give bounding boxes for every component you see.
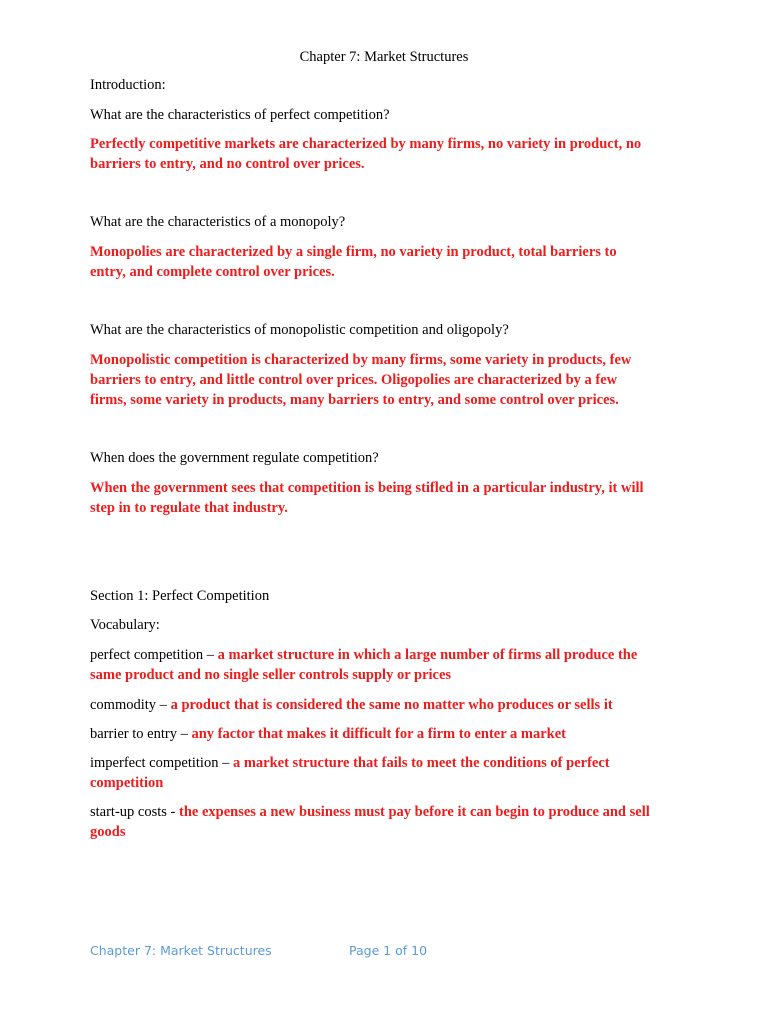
page-title: Chapter 7: Market Structures: [299, 49, 469, 65]
vocab-definition-continued: goods: [90, 824, 126, 840]
vocab-entry-start-up-costs: [90, 802, 690, 842]
answer-1-line-1: Perfectly competitive markets are characterized by many firms, no variety in product, no: [90, 136, 642, 152]
vocab-term: start-up costs -: [90, 804, 179, 820]
footer-chapter: Chapter 7: Market Structures: [90, 943, 272, 958]
answer-1-line-2: barriers to entry, and no control over prices.: [90, 156, 365, 172]
answer-3: [90, 350, 690, 410]
answer-3-line-1: Monopolistic competition is characterized by many firms, some variety in products, few: [90, 352, 632, 368]
vocab-term: barrier to entry –: [90, 726, 192, 742]
vocab-definition-continued: same product and no single seller controls supply or prices: [90, 667, 452, 683]
vocab-entry-barrier-to-entry: [90, 724, 690, 744]
vocab-definition: a market structure that fails to meet the conditions of perfect: [232, 755, 610, 771]
vocab-definition: a market structure in which a large number of firms all produce the: [217, 647, 638, 663]
vocab-term: commodity –: [90, 697, 171, 713]
answer-4-line-1: When the government sees that competition is being stifled in a particular industry, it will: [90, 480, 644, 496]
answer-2-line-1: Monopolies are characterized by a single firm, no variety in product, total barriers to: [90, 244, 617, 260]
vocab-term: imperfect competition –: [90, 755, 233, 771]
vocab-term: perfect competition –: [90, 647, 218, 663]
intro-heading: Introduction:: [90, 77, 166, 93]
vocab-definition: any factor that makes it difficult for a firm to enter a market: [191, 726, 566, 742]
question-2: What are the characteristics of a monopoly?: [90, 214, 346, 230]
question-4: When does the government regulate competition?: [90, 450, 379, 466]
answer-3-line-3: firms, some variety in products, many barriers to entry, and some control over prices.: [90, 392, 619, 408]
footer-page-number: Page 1 of 10: [349, 943, 428, 958]
answer-4: [90, 478, 690, 518]
answer-4-line-2: step in to regulate that industry.: [90, 500, 288, 516]
vocab-definition: the expenses a new business must pay before it can begin to produce and sell: [179, 804, 650, 820]
vocab-entry-perfect-competition: [90, 645, 690, 685]
answer-2: [90, 242, 690, 282]
answer-1: [90, 134, 690, 174]
answer-3-line-2: barriers to entry, and little control over prices. Oligopolies are characterized by a few: [90, 372, 618, 388]
vocab-definition: a product that is considered the same no matter who produces or sells it: [170, 697, 613, 713]
vocab-definition-continued: competition: [90, 775, 164, 791]
section-heading: Section 1: Perfect Competition: [90, 588, 270, 604]
vocab-entry-commodity: [90, 695, 690, 715]
question-3: What are the characteristics of monopolistic competition and oligopoly?: [90, 322, 509, 338]
question-1: What are the characteristics of perfect competition?: [90, 107, 390, 123]
vocabulary-heading: Vocabulary:: [90, 617, 160, 633]
answer-2-line-2: entry, and complete control over prices.: [90, 264, 335, 280]
vocab-entry-imperfect-competition: [90, 753, 690, 793]
